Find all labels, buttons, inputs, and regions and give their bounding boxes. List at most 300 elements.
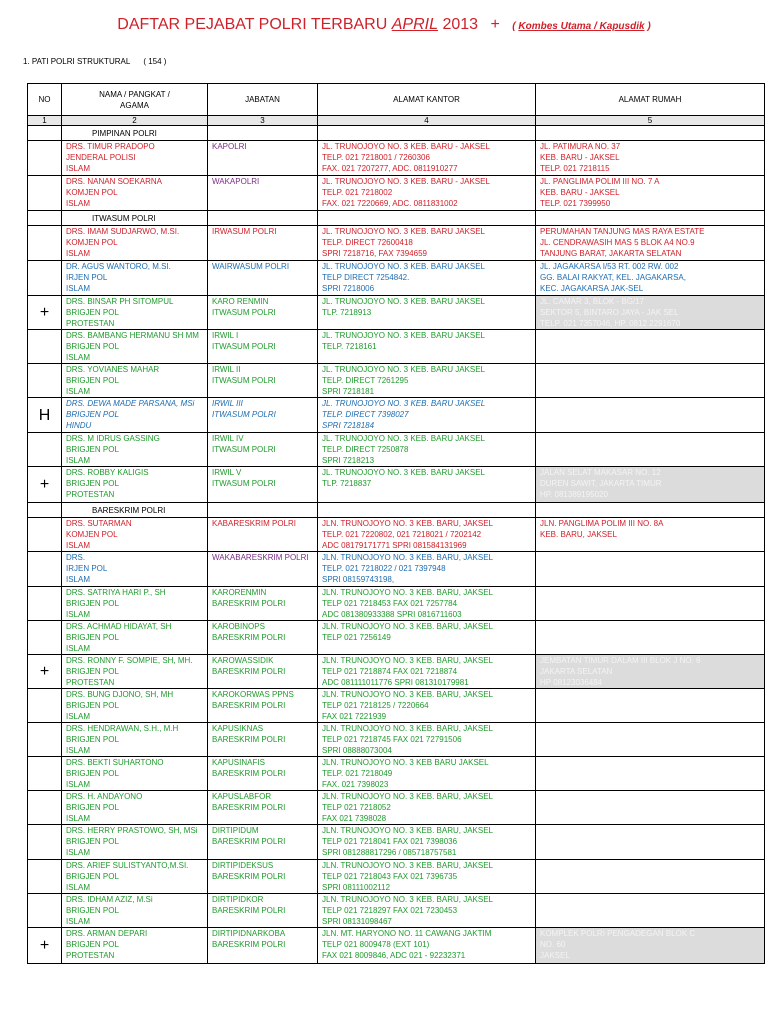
nama-cell-line: DR. AGUS WANTORO, M.SI. <box>66 262 171 271</box>
kantor-cell <box>318 791 536 825</box>
rumah-cell <box>536 791 765 825</box>
jabatan-cell-line: ITWASUM POLRI <box>212 410 276 419</box>
nama-cell-line: ISLAM <box>66 164 91 173</box>
title-month: APRIL <box>391 16 438 33</box>
jabatan-cell-line: DIRTIPIDUM <box>212 826 259 835</box>
group-empty-cell <box>318 211 536 226</box>
rumah-cell-line: KEC. JAGAKARSA JAK-SEL <box>540 284 644 293</box>
kantor-cell-line: JL. TRUNOJOYO NO. 3 KEB. BARU JAKSEL <box>322 297 486 306</box>
nama-cell <box>62 398 208 433</box>
kantor-cell-line: TELP. 021 7218002 <box>322 188 393 197</box>
rumah-cell-line: DUREN SAWIT, JAKARTA TIMUR <box>540 479 662 488</box>
jabatan-cell-line: ITWASUM POLRI <box>212 342 276 351</box>
kantor-cell-line: FAX. 021 7207277, ADC. 0811910277 <box>322 164 458 173</box>
nama-cell <box>62 587 208 621</box>
jabatan-cell <box>208 261 318 296</box>
kantor-cell-line: JLN. TRUNOJOYO NO. 3 KEB. BARU, JAKSEL <box>322 622 494 631</box>
table-row <box>28 791 765 825</box>
table-row <box>28 364 765 398</box>
nama-cell-line: IRJEN POL <box>66 273 108 282</box>
jabatan-cell-line: ITWASUM POLRI <box>212 479 276 488</box>
kantor-cell <box>318 689 536 723</box>
kantor-cell-line: TELP 021 7218297 FAX 021 7230453 <box>322 906 458 915</box>
nama-cell-line: ISLAM <box>66 249 91 258</box>
jabatan-cell <box>208 587 318 621</box>
kantor-cell <box>318 621 536 655</box>
rumah-cell-line: HP 08123036484 <box>540 678 603 687</box>
kantor-cell <box>318 587 536 621</box>
nama-cell <box>62 176 208 211</box>
kantor-cell <box>318 433 536 467</box>
kantor-cell-line: JLN. MT. HARYONO NO. 11 CAWANG JAKTIM <box>322 929 492 938</box>
row-marker <box>28 518 62 552</box>
jabatan-cell <box>208 757 318 791</box>
row-marker: + <box>28 467 62 503</box>
col-number: 4 <box>318 116 536 126</box>
title-main: DAFTAR PEJABAT POLRI TERBARU <box>117 16 388 33</box>
header-jabatan: JABATAN <box>208 84 318 116</box>
jabatan-cell-line: BARESKRIM POLRI <box>212 872 286 881</box>
rumah-cell-line: TELP. 021 7357046, HP. 0812 2291670 <box>540 319 681 328</box>
nama-cell-line: BRIGJEN POL <box>66 940 119 949</box>
table-row <box>28 467 765 503</box>
rumah-cell <box>536 860 765 894</box>
kantor-cell <box>318 141 536 176</box>
jabatan-cell <box>208 689 318 723</box>
header-no: NO <box>28 84 62 116</box>
col-number: 1 <box>28 116 62 126</box>
rumah-cell-line: NO. 60 <box>540 940 566 949</box>
jabatan-cell-line: KAPUSLABFOR <box>212 792 272 801</box>
rumah-cell-line: HP. 081389195020 <box>540 490 608 499</box>
row-marker <box>28 791 62 825</box>
kantor-cell <box>318 894 536 928</box>
kantor-cell-line: TELP. 021 7218022 / 021 7397948 <box>322 564 446 573</box>
nama-cell-line: ISLAM <box>66 712 91 721</box>
group-empty-cell <box>318 503 536 518</box>
table-row <box>28 655 765 689</box>
kantor-cell-line: TELP 021 7218745 FAX 021 72791506 <box>322 735 462 744</box>
rumah-cell-line: JL. PANGLIMA POLIM III NO. 7 A <box>540 177 660 186</box>
group-no-cell <box>28 503 62 518</box>
kantor-cell-line: SPRI 08131098467 <box>322 917 392 926</box>
kantor-cell-line: JLN. TRUNOJOYO NO. 3 KEB. BARU, JAKSEL <box>322 553 494 562</box>
table-row <box>28 621 765 655</box>
table-row <box>28 723 765 757</box>
rumah-cell <box>536 621 765 655</box>
kantor-cell <box>318 226 536 261</box>
table-row <box>28 860 765 894</box>
jabatan-cell-line: BARESKRIM POLRI <box>212 599 286 608</box>
title-year: 2013 <box>442 16 479 33</box>
jabatan-cell-line: ITWASUM POLRI <box>212 445 276 454</box>
group-empty-cell <box>536 211 765 226</box>
rumah-cell-line: KEB. BARU, JAKSEL <box>540 530 617 539</box>
kantor-cell-line: TELP DIRECT 7254842. <box>322 273 410 282</box>
kantor-cell-line: FAX 021 7221939 <box>322 712 387 721</box>
kantor-cell-line: TELP 021 7218125 / 7220664 <box>322 701 429 710</box>
kantor-cell <box>318 467 536 503</box>
row-marker <box>28 894 62 928</box>
nama-cell-line: ISLAM <box>66 353 91 362</box>
row-marker <box>28 587 62 621</box>
group-name: ITWASUM POLRI <box>62 211 208 226</box>
table-row <box>28 433 765 467</box>
nama-cell-line: ISLAM <box>66 456 91 465</box>
header-alamat-kantor: ALAMAT KANTOR <box>318 84 536 116</box>
jabatan-cell-line: ITWASUM POLRI <box>212 376 276 385</box>
col-number: 3 <box>208 116 318 126</box>
nama-cell-line: DRS. H. ANDAYONO <box>66 792 143 801</box>
group-empty-cell <box>208 503 318 518</box>
nama-cell-line: HINDU <box>66 421 92 430</box>
kantor-cell <box>318 723 536 757</box>
nama-cell <box>62 723 208 757</box>
kantor-cell <box>318 364 536 398</box>
table-row <box>28 587 765 621</box>
rumah-cell <box>536 825 765 860</box>
nama-cell-line: BRIGJEN POL <box>66 342 119 351</box>
jabatan-cell-line: BARESKRIM POLRI <box>212 940 286 949</box>
group-name: PIMPINAN POLRI <box>62 126 208 141</box>
kantor-cell-line: TELP. 7218161 <box>322 342 377 351</box>
kantor-cell-line: TELP 021 7218052 <box>322 803 391 812</box>
jabatan-cell <box>208 518 318 552</box>
row-marker <box>28 860 62 894</box>
section-label: 1. PATI POLRI STRUKTURAL ( 154 ) <box>23 57 167 66</box>
jabatan-cell-line: DIRTIPIDNARKOBA <box>212 929 286 938</box>
row-marker <box>28 621 62 655</box>
title-subtitle: ( Kombes Utama / Kapusdik ) <box>512 21 651 32</box>
kantor-cell <box>318 928 536 964</box>
rumah-cell-line: JL. CAMAR 3, BLOK - BG/17 <box>540 297 645 306</box>
row-marker: H <box>28 398 62 433</box>
nama-cell-line: DRS. IDHAM AZIZ, M.Si <box>66 895 153 904</box>
nama-cell <box>62 825 208 860</box>
nama-cell-line: ISLAM <box>66 780 91 789</box>
group-no-cell <box>28 126 62 141</box>
kantor-cell-line: JL. TRUNOJOYO NO. 3 KEB. BARU JAKSEL <box>322 399 486 408</box>
rumah-cell <box>536 330 765 364</box>
nama-cell-line: DRS. ARMAN DEPARI <box>66 929 148 938</box>
jabatan-cell <box>208 330 318 364</box>
kantor-cell-line: TELP 021 8009478 (EXT 101) <box>322 940 430 949</box>
nama-cell-line: DRS. ARIEF SULISTYANTO,M.SI. <box>66 861 189 870</box>
kantor-cell <box>318 330 536 364</box>
kantor-cell <box>318 296 536 330</box>
group-no-cell <box>28 211 62 226</box>
group-empty-cell <box>318 126 536 141</box>
group-empty-cell <box>536 126 765 141</box>
kantor-cell-line: JLN. TRUNOJOYO NO. 3 KEB. BARU, JAKSEL <box>322 826 494 835</box>
jabatan-cell-line: IRWIL II <box>212 365 241 374</box>
nama-cell <box>62 296 208 330</box>
table-row <box>28 825 765 860</box>
rumah-cell <box>536 894 765 928</box>
nama-cell-line: PROTESTAN <box>66 678 115 687</box>
nama-cell-line: BRIGJEN POL <box>66 701 119 710</box>
kantor-cell <box>318 825 536 860</box>
row-marker <box>28 433 62 467</box>
kantor-cell-line: TLP. 7218913 <box>322 308 372 317</box>
jabatan-cell <box>208 226 318 261</box>
kantor-cell-line: JL. TRUNOJOYO NO. 3 KEB. BARU JAKSEL <box>322 434 486 443</box>
table-row <box>28 518 765 552</box>
rumah-cell-line: KOMPLEK POLRI PENGADEGAN BLOK C <box>540 929 696 938</box>
rumah-cell <box>536 141 765 176</box>
jabatan-cell-line: BARESKRIM POLRI <box>212 735 286 744</box>
nama-cell-line: BRIGJEN POL <box>66 599 119 608</box>
title-plus: + <box>490 16 500 33</box>
rumah-cell-line: JL. CENDRAWASIH MAS 5 BLOK A4 NO.9 <box>540 238 695 247</box>
jabatan-cell-line: KAROWASSIDIK <box>212 656 274 665</box>
jabatan-cell-line: IRWIL I <box>212 331 239 340</box>
kantor-cell-line: JL. TRUNOJOYO NO. 3 KEB. BARU JAKSEL <box>322 365 486 374</box>
nama-cell-line: DRS. SATRIYA HARI P., SH <box>66 588 166 597</box>
rumah-cell <box>536 296 765 330</box>
nama-cell-line: DRS. YOVIANES MAHAR <box>66 365 160 374</box>
row-marker <box>28 552 62 587</box>
nama-cell-line: BRIGJEN POL <box>66 872 119 881</box>
table-row <box>28 296 765 330</box>
kantor-cell-line: SPRI 7218184 <box>322 421 375 430</box>
nama-cell-line: ISLAM <box>66 199 91 208</box>
nama-cell-line: BRIGJEN POL <box>66 803 119 812</box>
kantor-cell <box>318 860 536 894</box>
rumah-cell-line: JL. JAGAKARSA I/53 RT. 002 RW. 002 <box>540 262 679 271</box>
nama-cell <box>62 757 208 791</box>
rumah-cell <box>536 655 765 689</box>
kantor-cell <box>318 518 536 552</box>
table-row <box>28 176 765 211</box>
nama-cell <box>62 364 208 398</box>
nama-cell-line: ISLAM <box>66 387 91 396</box>
kantor-cell-line: JL. TRUNOJOYO NO. 3 KEB. BARU JAKSEL <box>322 262 486 271</box>
kantor-cell-line: SPRI 7218213 <box>322 456 375 465</box>
column-number-row <box>28 116 765 126</box>
nama-cell-line: DRS. NANAN SOEKARNA <box>66 177 163 186</box>
kantor-cell-line: TELP. 021 7218001 / 7260306 <box>322 153 430 162</box>
nama-cell <box>62 928 208 964</box>
kantor-cell-line: JLN. TRUNOJOYO NO. 3 KEB. BARU, JAKSEL <box>322 519 494 528</box>
nama-cell <box>62 433 208 467</box>
row-marker <box>28 364 62 398</box>
rumah-cell-line: KEB. BARU - JAKSEL <box>540 153 620 162</box>
table-row <box>28 689 765 723</box>
jabatan-cell-line: KAPOLRI <box>212 142 247 151</box>
jabatan-cell <box>208 364 318 398</box>
nama-cell <box>62 467 208 503</box>
kantor-cell-line: ADC 081380933388 SPRI 0816711603 <box>322 610 462 619</box>
kantor-cell-line: JLN. TRUNOJOYO NO. 3 KEB. BARU, JAKSEL <box>322 656 494 665</box>
jabatan-cell <box>208 467 318 503</box>
kantor-cell-line: FAX 021 8009846, ADC 021 - 92232371 <box>322 951 466 960</box>
row-marker: + <box>28 928 62 964</box>
rumah-cell <box>536 587 765 621</box>
rumah-cell-line: TANJUNG BARAT, JAKARTA SELATAN <box>540 249 682 258</box>
rumah-cell-line: JAKSEL <box>540 951 570 960</box>
jabatan-cell <box>208 141 318 176</box>
kantor-cell-line: FAX 021 7398028 <box>322 814 387 823</box>
rumah-cell <box>536 518 765 552</box>
row-marker <box>28 261 62 296</box>
jabatan-cell-line: WAKAPOLRI <box>212 177 260 186</box>
kantor-cell-line: TELP 021 7256149 <box>322 633 391 642</box>
rumah-cell-line: TELP. 021 7218115 <box>540 164 610 173</box>
kantor-cell-line: SPRI 7218006 <box>322 284 375 293</box>
nama-cell <box>62 141 208 176</box>
rumah-cell <box>536 364 765 398</box>
kantor-cell-line: JLN. TRUNOJOYO NO. 3 KEB. BARU, JAKSEL <box>322 792 494 801</box>
kantor-cell-line: JL. TRUNOJOYO NO. 3 KEB. BARU JAKSEL <box>322 331 486 340</box>
nama-cell-line: PROTESTAN <box>66 319 115 328</box>
jabatan-cell-line: DIRTIPIDEKSUS <box>212 861 274 870</box>
nama-cell-line: DRS. HERRY PRASTOWO, SH, MSi <box>66 826 198 835</box>
kantor-cell <box>318 261 536 296</box>
nama-cell-line: PROTESTAN <box>66 490 115 499</box>
kantor-cell-line: JL. TRUNOJOYO NO. 3 KEB. BARU - JAKSEL <box>322 142 490 151</box>
nama-cell-line: DRS. HENDRAWAN, S.H., M.H <box>66 724 179 733</box>
nama-cell-line: BRIGJEN POL <box>66 410 119 419</box>
nama-cell-line: BRIGJEN POL <box>66 445 119 454</box>
nama-cell-line: DRS. ACHMAD HIDAYAT, SH <box>66 622 172 631</box>
jabatan-cell-line: BARESKRIM POLRI <box>212 633 286 642</box>
nama-cell-line: BRIGJEN POL <box>66 837 119 846</box>
kantor-cell-line: FAX. 021 7398023 <box>322 780 389 789</box>
jabatan-cell-line: WAKABARESKRIM POLRI <box>212 553 309 562</box>
rumah-cell <box>536 723 765 757</box>
table-row <box>28 261 765 296</box>
nama-cell-line: DRS. <box>66 553 86 562</box>
table-row <box>28 894 765 928</box>
nama-cell <box>62 791 208 825</box>
rumah-cell <box>536 552 765 587</box>
document-title <box>0 16 768 34</box>
nama-cell-line: ISLAM <box>66 610 91 619</box>
group-empty-cell <box>208 126 318 141</box>
rumah-cell <box>536 928 765 964</box>
nama-cell <box>62 261 208 296</box>
jabatan-cell-line: ITWASUM POLRI <box>212 308 276 317</box>
header-alamat-rumah: ALAMAT RUMAH <box>536 84 765 116</box>
kantor-cell <box>318 398 536 433</box>
nama-cell <box>62 518 208 552</box>
rumah-cell <box>536 176 765 211</box>
jabatan-cell <box>208 296 318 330</box>
rumah-cell <box>536 689 765 723</box>
kantor-cell-line: JL. TRUNOJOYO NO. 3 KEB. BARU JAKSEL <box>322 227 486 236</box>
jabatan-cell-line: IRWASUM POLRI <box>212 227 277 236</box>
nama-cell-line: DRS. BEKTI SUHARTONO <box>66 758 164 767</box>
nama-cell-line: ISLAM <box>66 814 91 823</box>
nama-cell-line: DRS. BUNG DJONO, SH, MH <box>66 690 174 699</box>
jabatan-cell <box>208 791 318 825</box>
nama-cell-line: DRS. TIMUR PRADOPO <box>66 142 155 151</box>
table-row <box>28 226 765 261</box>
group-row <box>28 211 765 226</box>
rumah-cell <box>536 757 765 791</box>
group-row <box>28 126 765 141</box>
kantor-cell-line: SPRI 7218716, FAX 7394659 <box>322 249 427 258</box>
nama-cell <box>62 655 208 689</box>
kantor-cell-line: TELP 021 7218453 FAX 021 7257784 <box>322 599 458 608</box>
rumah-cell-line: JEMBATAN TIMUR DALAM III BLOK J NO. 6 <box>540 656 701 665</box>
kantor-cell-line: JLN. TRUNOJOYO NO. 3 KEB. BARU, JAKSEL <box>322 690 494 699</box>
nama-cell-line: ISLAM <box>66 746 91 755</box>
table-row <box>28 757 765 791</box>
group-empty-cell <box>208 211 318 226</box>
nama-cell <box>62 689 208 723</box>
nama-cell-line: BRIGJEN POL <box>66 308 119 317</box>
jabatan-cell-line: BARESKRIM POLRI <box>212 906 286 915</box>
kantor-cell-line: TELP. DIRECT 7398027 <box>322 410 409 419</box>
table-row <box>28 552 765 587</box>
nama-cell <box>62 621 208 655</box>
jabatan-cell-line: BARESKRIM POLRI <box>212 701 286 710</box>
nama-cell <box>62 860 208 894</box>
nama-cell-line: JENDERAL POLISI <box>66 153 136 162</box>
nama-cell-line: ISLAM <box>66 848 91 857</box>
kantor-cell-line: ADC 08179171771 SPRI 081584131969 <box>322 541 467 550</box>
nama-cell <box>62 894 208 928</box>
kantor-cell-line: TELP. DIRECT 7261295 <box>322 376 409 385</box>
jabatan-cell <box>208 655 318 689</box>
row-marker <box>28 226 62 261</box>
nama-cell-line: PROTESTAN <box>66 951 115 960</box>
row-marker <box>28 689 62 723</box>
nama-cell-line: BRIGJEN POL <box>66 769 119 778</box>
rumah-cell <box>536 398 765 433</box>
rumah-cell-line: PERUMAHAN TANJUNG MAS RAYA ESTATE <box>540 227 705 236</box>
nama-cell-line: DRS. RONNY F. SOMPIE, SH, MH. <box>66 656 193 665</box>
kantor-cell <box>318 655 536 689</box>
rumah-cell-line: JLN. PANGLIMA POLIM III NO. 8A <box>540 519 664 528</box>
kantor-cell-line: JLN. TRUNOJOYO NO. 3 KEB. BARU, JAKSEL <box>322 588 494 597</box>
table-row <box>28 928 765 964</box>
rumah-cell <box>536 433 765 467</box>
rumah-cell-line: GG. BALAI RAKYAT, KEL. JAGAKARSA, <box>540 273 686 282</box>
kantor-cell-line: TELP 021 7218041 FAX 021 7398036 <box>322 837 458 846</box>
kantor-cell-line: JL. TRUNOJOYO NO. 3 KEB. BARU - JAKSEL <box>322 177 490 186</box>
nama-cell-line: DRS. BINSAR PH SITOMPUL <box>66 297 174 306</box>
nama-cell-line: BRIGJEN POL <box>66 376 119 385</box>
jabatan-cell-line: KAPUSINAFIS <box>212 758 265 767</box>
nama-cell-line: ISLAM <box>66 917 91 926</box>
row-marker: + <box>28 296 62 330</box>
row-marker <box>28 757 62 791</box>
nama-cell-line: IRJEN POL <box>66 564 108 573</box>
jabatan-cell-line: KAROKORWAS PPNS <box>212 690 294 699</box>
rumah-cell-line: SEKTOR 5, BINTARO JAYA - JAK SEL <box>540 308 679 317</box>
group-empty-cell <box>536 503 765 518</box>
kantor-cell-line: SPRI 08888073004 <box>322 746 392 755</box>
rumah-cell-line: TELP. 021 7399950 <box>540 199 611 208</box>
kantor-cell-line: SPRI 08111002112 <box>322 883 391 892</box>
jabatan-cell-line: KAROBINOPS <box>212 622 265 631</box>
row-marker <box>28 141 62 176</box>
row-marker <box>28 176 62 211</box>
nama-cell-line: ISLAM <box>66 883 91 892</box>
kantor-cell-line: TELP. DIRECT 7250878 <box>322 445 409 454</box>
kantor-cell-line: TELP. DIRECT 72600418 <box>322 238 413 247</box>
nama-cell <box>62 552 208 587</box>
nama-cell-line: DRS. ROBBY KALIGIS <box>66 468 149 477</box>
kantor-cell-line: JLN. TRUNOJOYO NO. 3 KEB BARU JAKSEL <box>322 758 489 767</box>
row-marker <box>28 330 62 364</box>
jabatan-cell-line: WAIRWASUM POLRI <box>212 262 290 271</box>
row-marker <box>28 723 62 757</box>
nama-cell-line: BRIGJEN POL <box>66 479 119 488</box>
